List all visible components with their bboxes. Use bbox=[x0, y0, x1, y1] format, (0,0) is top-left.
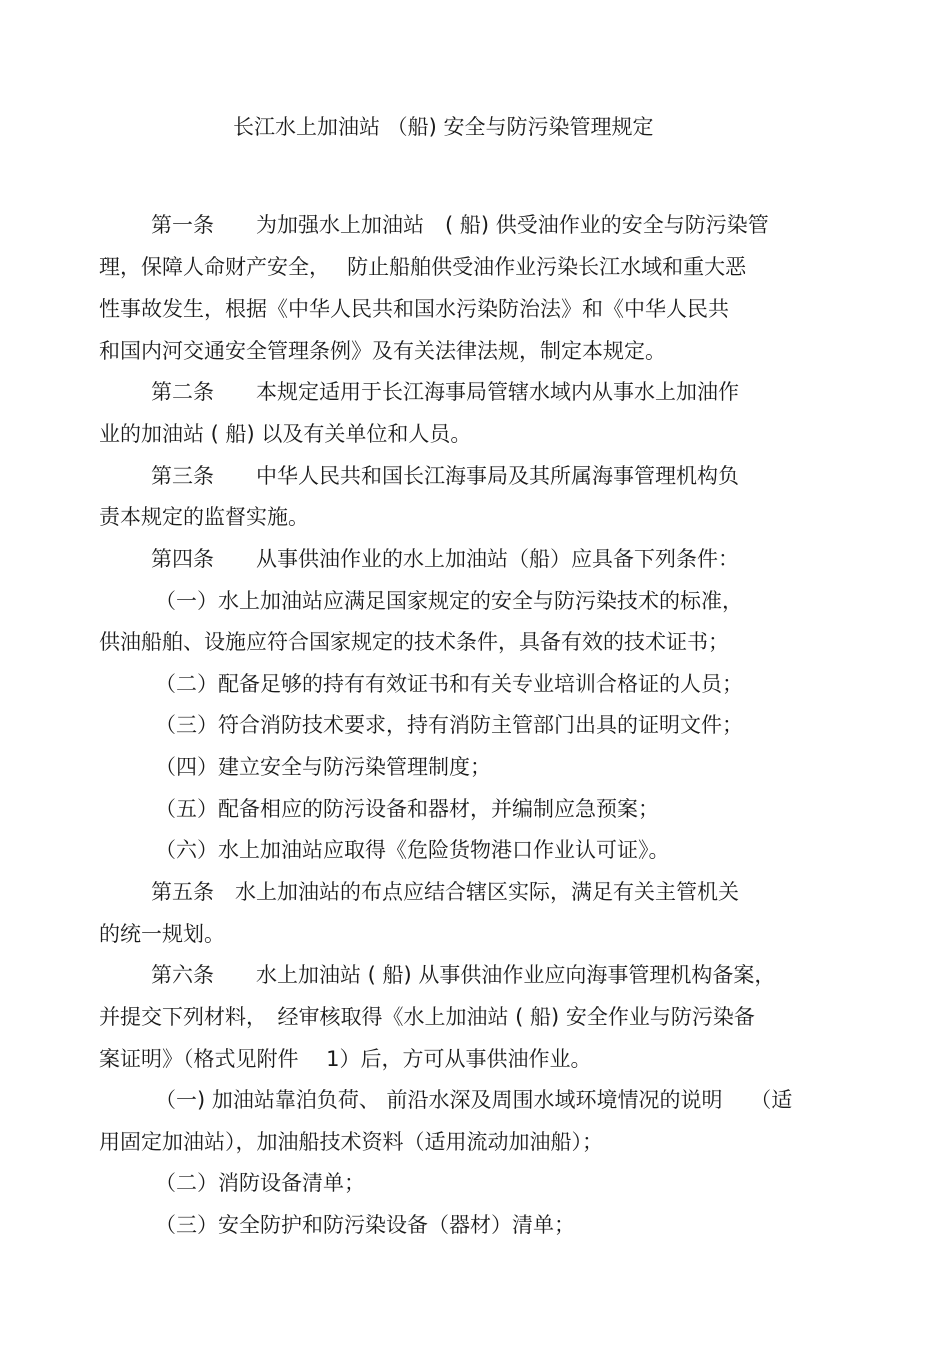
article-3-line-2: 责本规定的监督实施。 bbox=[99, 505, 309, 529]
article-6-item-2: （二）消防设备清单； bbox=[155, 1171, 365, 1195]
article-6-item-3: （三）安全防护和防污染设备（器材）清单； bbox=[155, 1213, 575, 1237]
article-5-line-1: 第五条 水上加油站的布点应结合辖区实际，满足有关主管机关 bbox=[151, 880, 739, 904]
article-5-line-2: 的统一规划。 bbox=[99, 922, 225, 946]
article-4-item-3: （三）符合消防技术要求，持有消防主管部门出具的证明文件； bbox=[155, 713, 743, 737]
article-6-item-1-line-2: 用固定加油站），加油船技术资料（适用流动加油船）； bbox=[99, 1130, 603, 1154]
article-6-line-2: 并提交下列材料， 经审核取得《水上加油站 ( 船) 安全作业与防污染备 bbox=[99, 1005, 755, 1029]
article-6-line-3: 案证明》（格式见附件 1）后，方可从事供油作业。 bbox=[99, 1047, 592, 1071]
article-4-line-1: 第四条 从事供油作业的水上加油站（船）应具备下列条件： bbox=[151, 547, 739, 571]
article-2-line-1: 第二条 本规定适用于长江海事局管辖水域内从事水上加油作 bbox=[151, 380, 739, 404]
article-3-line-1: 第三条 中华人民共和国长江海事局及其所属海事管理机构负 bbox=[151, 464, 739, 488]
article-2-line-2: 业的加油站 ( 船) 以及有关单位和人员。 bbox=[99, 422, 472, 446]
article-1-line-3: 性事故发生，根据《中华人民共和国水污染防治法》和《中华人民共 bbox=[99, 297, 729, 321]
document-title: 长江水上加油站 （船) 安全与防污染管理规定 bbox=[233, 115, 654, 139]
article-4-item-6: （六）水上加油站应取得《危险货物港口作业认可证》。 bbox=[155, 838, 670, 862]
article-1-line-2: 理，保障人命财产安全， 防止船舶供受油作业污染长江水域和重大恶 bbox=[99, 255, 747, 279]
article-4-item-4: （四）建立安全与防污染管理制度； bbox=[155, 755, 491, 779]
article-6-line-1: 第六条 水上加油站 ( 船) 从事供油作业应向海事管理机构备案， bbox=[151, 963, 776, 987]
article-1-line-1: 第一条 为加强水上加油站 ( 船) 供受油作业的安全与防污染管 bbox=[151, 213, 769, 237]
article-6-item-1-line-1: （一) 加油站靠泊负荷、 前沿水深及周围水域环境情况的说明 （适 bbox=[155, 1088, 793, 1112]
article-4-item-2: （二）配备足够的持有有效证书和有关专业培训合格证的人员； bbox=[155, 672, 743, 696]
article-4-item-1-line-1: （一）水上加油站应满足国家规定的安全与防污染技术的标准， bbox=[155, 589, 743, 613]
article-1-line-4: 和国内河交通安全管理条例》及有关法律法规，制定本规定。 bbox=[99, 339, 666, 363]
article-4-item-5: （五）配备相应的防污设备和器材，并编制应急预案； bbox=[155, 797, 659, 821]
article-4-item-1-line-2: 供油船舶、设施应符合国家规定的技术条件，具备有效的技术证书； bbox=[99, 630, 729, 654]
